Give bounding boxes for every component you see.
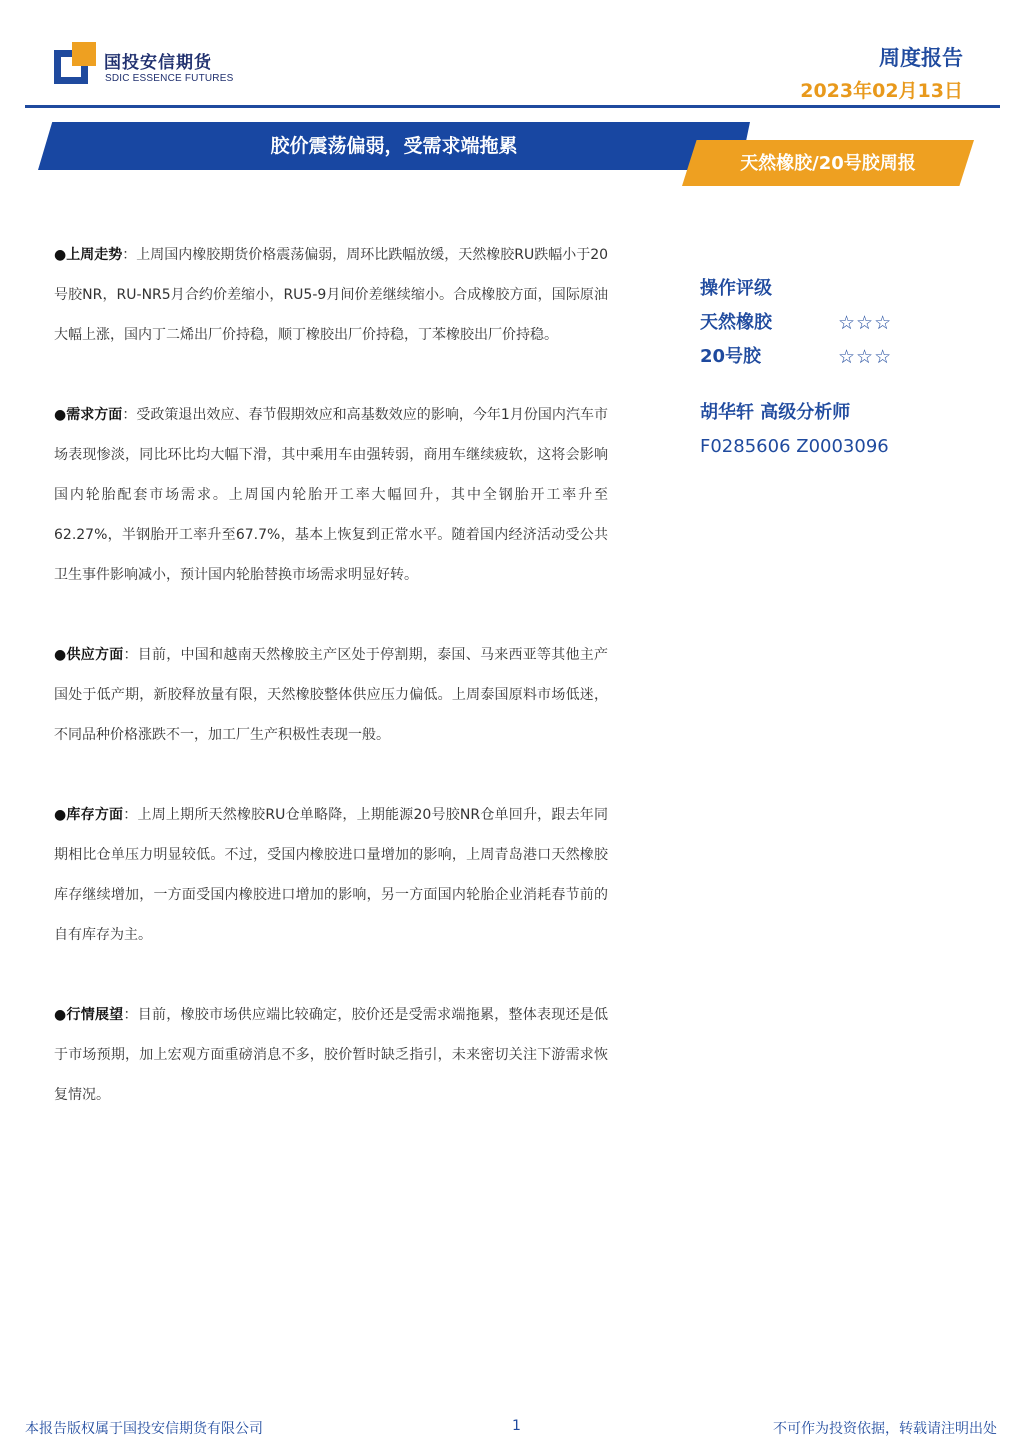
section-text: ：上周上期所天然橡胶RU仓单略降，上期能源20号胶NR仓单回升，跟去年同期相比仓单压力明显较低。不过，受国内橡胶进口量增加的影响，上周青岛港口天然橡胶库存继续增加，一方面受国内橡胶进口增加的影响，另一方面国内轮胎企业消耗春节前的自有库存为主。 bbox=[54, 807, 608, 943]
section-text: ：受政策退出效应、春节假期效应和高基数效应的影响，今年1月份国内汽车市场表现惨淡，同比环比均大幅下滑，其中乘用车由强转弱，商用车继续疲软，这将会影响国内轮胎配套市场需求。上周国内轮胎开工率大幅回升，其中全钢胎开工率升至62.27%，半钢胎开工率升至67.7%，基本上恢复到正常水平。随着国内经济活动受公共卫生事件影响减小，预计国内轮胎替换市场需求明显好转。 bbox=[54, 407, 608, 583]
section-text: ：目前，橡胶市场供应端比较确定，胶价还是受需求端拖累，整体表现还是低于市场预期，加上宏观方面重磅消息不多，胶价暂时缺乏指引，未来密切关注下游需求恢复情况。 bbox=[54, 1007, 609, 1103]
rating-name: 天然橡胶 bbox=[700, 312, 772, 333]
section-heading: ●行情展望 bbox=[54, 1007, 124, 1023]
logo-name-cn: 国投安信期货 bbox=[104, 53, 212, 73]
section-text: ：上周国内橡胶期货价格震荡偏弱，周环比跌幅放缓，天然橡胶RU跌幅小于20号胶NR，RU-NR5月合约价差缩小，RU5-9月间价差继续缩小。合成橡胶方面，国际原油大幅上涨，国内丁二烯出厂价持稳，顺丁橡胶出厂价持稳，丁苯橡胶出厂价持稳。 bbox=[54, 247, 609, 343]
footer-copyright: 本报告版权属于国投安信期货有限公司 bbox=[25, 1421, 263, 1437]
analyst-name: 胡华轩 高级分析师 bbox=[700, 402, 851, 423]
report-body bbox=[54, 235, 608, 1155]
rating-sidebar bbox=[700, 272, 980, 464]
rating-row bbox=[700, 306, 980, 340]
report-title: 胶价震荡偏弱，受需求端拖累 bbox=[270, 135, 518, 157]
section-supply bbox=[54, 635, 608, 755]
logo-name-en: SDIC ESSENCE FUTURES bbox=[105, 73, 234, 84]
footer-disclaimer: 不可作为投资依据，转载请注明出处 bbox=[773, 1421, 997, 1437]
section-heading: ●供应方面 bbox=[54, 647, 124, 663]
star-rating: ☆☆☆ bbox=[838, 312, 893, 334]
analyst-license: F0285606 Z0003096 bbox=[700, 436, 889, 457]
section-outlook bbox=[54, 995, 608, 1115]
page-number: 1 bbox=[512, 1418, 521, 1434]
section-last-week bbox=[54, 235, 608, 355]
section-heading: ●上周走势 bbox=[54, 247, 123, 263]
rating-row bbox=[700, 340, 980, 374]
report-type: 周度报告 bbox=[879, 46, 963, 70]
header-divider bbox=[25, 105, 1000, 108]
section-text: ：目前，中国和越南天然橡胶主产区处于停割期，泰国、马来西亚等其他主产国处于低产期，新胶释放量有限，天然橡胶整体供应压力偏低。上周泰国原料市场低迷，不同品种价格涨跌不一，加工厂生产积极性表现一般。 bbox=[54, 647, 609, 743]
report-subtitle: 天然橡胶/20号胶周报 bbox=[740, 153, 916, 174]
report-date: 2023年02月13日 bbox=[800, 80, 963, 102]
section-heading: ●需求方面 bbox=[54, 407, 123, 423]
section-heading: ●库存方面 bbox=[54, 807, 124, 823]
rating-title: 操作评级 bbox=[700, 278, 772, 299]
section-inventory bbox=[54, 795, 608, 955]
company-logo bbox=[54, 40, 254, 90]
logo-mark-icon bbox=[54, 42, 96, 84]
star-rating: ☆☆☆ bbox=[838, 346, 893, 368]
section-demand bbox=[54, 395, 608, 595]
rating-name: 20号胶 bbox=[700, 346, 762, 367]
